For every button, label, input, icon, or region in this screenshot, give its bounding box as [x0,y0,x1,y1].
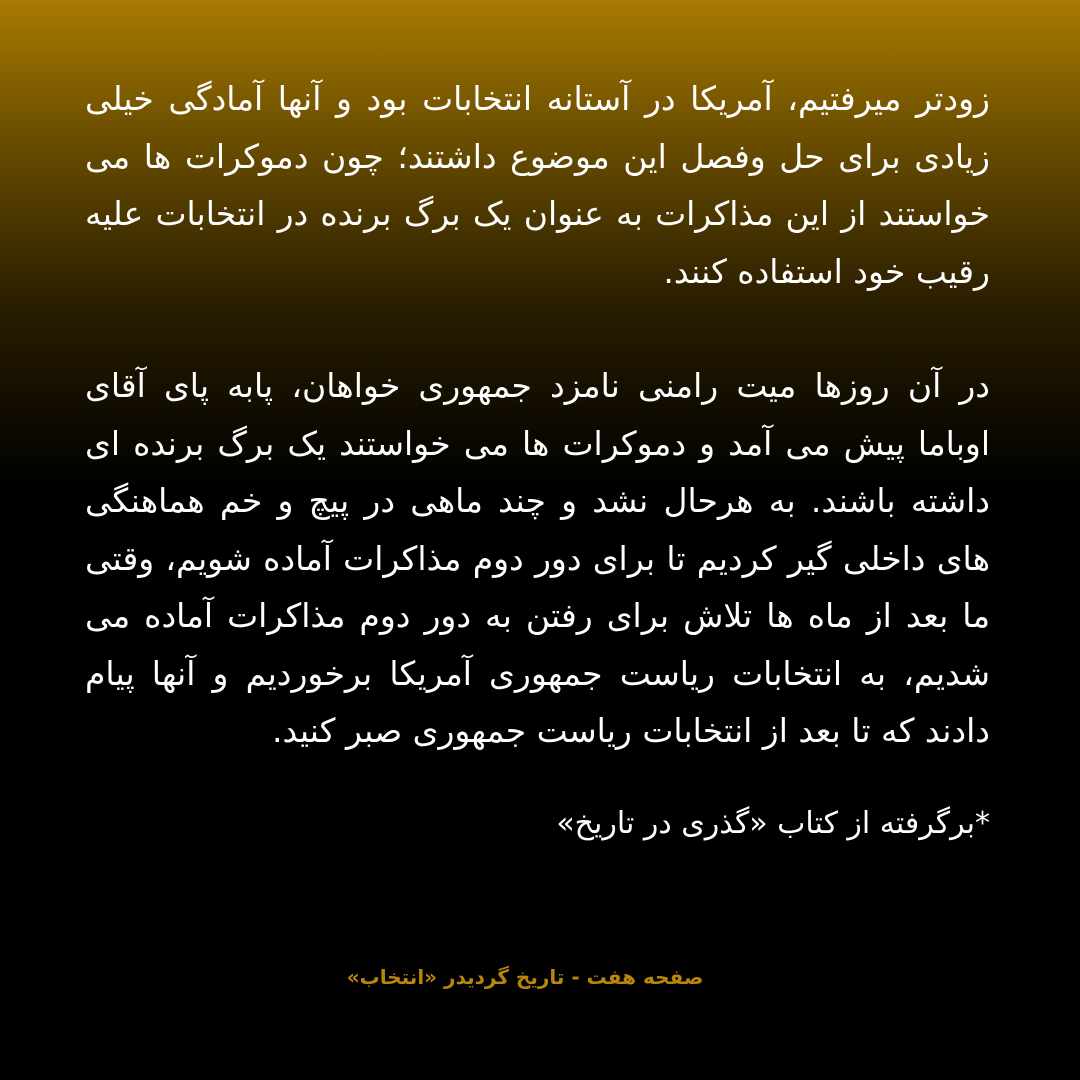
body-content [85,70,990,846]
paragraph-2: در آن روزها میت رامنی نامزد جمهوری خواهان، پابه پای آقای اوباما پیش می آمد و دموکرات ها می خواستند یک برگ برنده ای داشته باشند. به هرحال نشد و چند ماهی در پیچ و خم هماهنگی های داخلی گیر کردیم تا برای دور دوم مذاکرات آماده شویم، وقتی ما بعد از ماه ها تلاش برای رفتن به دور دوم مذاکرات آماده می شدیم، به انتخابات ریاست جمهوری آمریکا برخوردیم و آنها پیام دادند که تا بعد از انتخابات ریاست جمهوری صبر کنید. [85,366,990,750]
paragraph-1: زودتر میرفتیم، آمریکا در آستانه انتخابات بود و آنها آمادگی خیلی زیادی برای حل وفصل این موضوع داشتند؛ چون دموکرات ها می خواستند از این مذاکرات به عنوان یک برگ برنده در انتخابات علیه رقیب خود استفاده کنند. [85,79,990,291]
source-citation: *برگرفته از کتاب «گذری در تاریخ» [556,805,990,841]
footer-caption: صفحه هفت - تاریخ گردیدر «انتخاب» [346,965,704,989]
